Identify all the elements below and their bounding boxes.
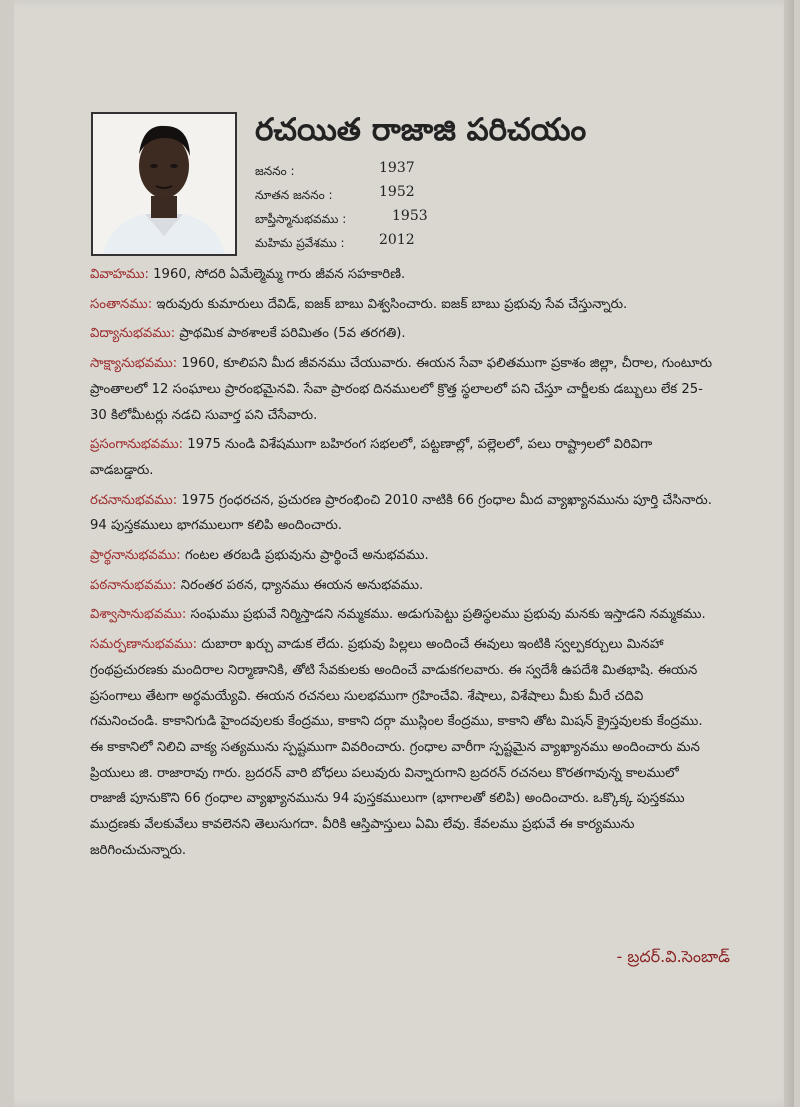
signature: - బ్రదర్.వి.సెంబాడ్ (616, 947, 730, 966)
section-reading (90, 573, 715, 599)
section-heading: ప్రసంగానుభవము: (90, 437, 184, 453)
fact-label: బాప్తీస్మానుభవము : (255, 212, 347, 226)
biography-body (90, 262, 715, 867)
section-text: సంఘము ప్రభువే నిర్మిస్తాడని నమ్మకము. అడుగుపెట్టు ప్రతిస్థలము ప్రభువు మనకు ఇస్తాడని నమ్మకము. (186, 607, 706, 623)
section-heading: రచనానుభవము: (90, 492, 178, 508)
section-text: 1975 గ్రంధరచన, ప్రచురణ ప్రారంభించి 2010 నాటికి 66 గ్రంధాల మీద వ్యాఖ్యానమును పూర్తి చేసినారు. 94 పుస్తకములు భాగములుగా కలిపి అందించారు. (90, 492, 712, 534)
section-text: గంటల తరబడి ప్రభువును ప్రార్థించే అనుభవము. (180, 548, 429, 564)
section-heading: సాక్ష్యానుభవము: (90, 356, 178, 372)
portrait-image (93, 114, 235, 254)
section-children (90, 292, 715, 318)
section-text: 1975 నుండి విశేషముగా బహిరంగ సభలలో, పట్టణాల్లో, పల్లెలలో, పలు రాష్ట్రాలలో విరివిగా వాడబడ్డారు. (90, 437, 653, 478)
fact-value: 1953 (392, 208, 428, 224)
section-text: ఇరువురు కుమారులు దేవిడ్, ఐజక్ బాబు విశ్వసించారు. ఐజక్ బాబు ప్రభువు సేవ చేస్తున్నారు. (152, 296, 628, 312)
fact-label: జననం : (255, 164, 295, 178)
section-heading: వివాహము: (90, 267, 149, 282)
section-preaching (90, 432, 715, 483)
section-dedication (90, 632, 715, 863)
section-text: ప్రాథమిక పాఠశాలకే పరిమితం (5వ తరగతి). (175, 326, 406, 342)
section-text: 1960, కూలిపని మీద జీవనము చేయువారు. ఈయన సేవా ఫలితముగా ప్రకాశం జిల్లా, చీరాల, గుంటూరు ప్రాంతాలలో 12 సంఘాలు ప్రారంభమైనవి. సేవా ప్రారంభ దినములలో క్రొత్త స్థలాలలో పని చేస్తూ చార్జీలకు డబ్బులు లేక 25-30 కిలోమీటర్లు నడచి సువార్త పని చేసేవారు. (90, 356, 713, 423)
section-heading: విశ్వాసానుభవము: (90, 607, 187, 623)
section-text: 1960, సోదరి ఏమేల్మెమ్మ గారు జీవన సహకారిణి. (148, 267, 406, 282)
section-heading: సంతానము: (90, 296, 153, 312)
section-text: నిరంతర పఠన, ధ్యానము ఈయన అనుభవము. (176, 577, 424, 593)
fact-label: నూతన జననం : (255, 188, 333, 202)
author-photo (91, 112, 237, 256)
fact-value: 1937 (379, 160, 415, 176)
section-prayer (90, 543, 715, 569)
fact-label: మహిమ ప్రవేశము : (255, 236, 345, 250)
section-education (90, 321, 715, 347)
section-heading: సమర్పణానుభవము: (90, 637, 198, 653)
page-title: రచయిత రాజాజి పరిచయం (255, 112, 587, 148)
section-writing (90, 488, 715, 539)
fact-value: 2012 (379, 232, 415, 248)
section-testimony (90, 351, 715, 428)
fact-value: 1952 (379, 184, 415, 200)
section-marriage (90, 262, 715, 288)
section-faith (90, 602, 715, 628)
page-spine-shadow (784, 0, 794, 1107)
section-heading: విద్యానుభవము: (90, 326, 176, 342)
section-heading: పఠనానుభవము: (90, 577, 177, 593)
section-text: దుబారా ఖర్చు వాడుక లేదు. ప్రభువు పిల్లలు అందించే ఈవులు ఇంటికి స్వల్పకర్చులు మినహా గ్రంథప్రచురణకు మందిరాల నిర్మాణానికి, తోటి సేవకులకు అందించే వాడుకగలవారు. ఈ స్వదేశీ ఉపదేశి మితభాషి. ఈయన ప్రసంగాలు తేటగా అర్థమయ్యేవి. ఈయన రచనలు సులభముగా గ్రహించేవి. శేషాలు, విశేషాలు మీకు మీరే చదివి గమనించండి. కాకానిగుడి హైందవులకు కేంద్రము, కాకాని దర్గా ముస్లింల కేంద్రము, కాకాని తోట మిషన్ క్రైస్తవులకు కేంద్రము. ఈ కాకానిలో నిలిచి వాక్య సత్యమును స్పష్టముగా వివరించారు. గ్రంధాల వారీగా స్పష్టమైన వ్యాఖ్యానము అందించారు మన ప్రియులు జి. రాజారావు గారు. బ్రదరన్ వారి బోధలు పలువురు విన్నారుగాని బ్రదరన్ రచనలు కొరతగావున్న కాలములో రాజాజీ పూనుకొని 66 గ్రంధాల వ్యాఖ్యానమును 94 పుస్తకములుగా (భాగాలతో కలిపి) అందించారు. ఒక్కొక్క పుస్తకము ముద్రణకు వేలకువేలు కావలెనని తెలుసుగదా. వీరికి ఆస్తిపాస్తులు ఏమి లేవు. కేవలము ప్రభువే ఈ కార్యమును జరిగించుచున్నారు. (90, 637, 703, 858)
section-heading: ప్రార్థనానుభవము: (90, 548, 181, 564)
